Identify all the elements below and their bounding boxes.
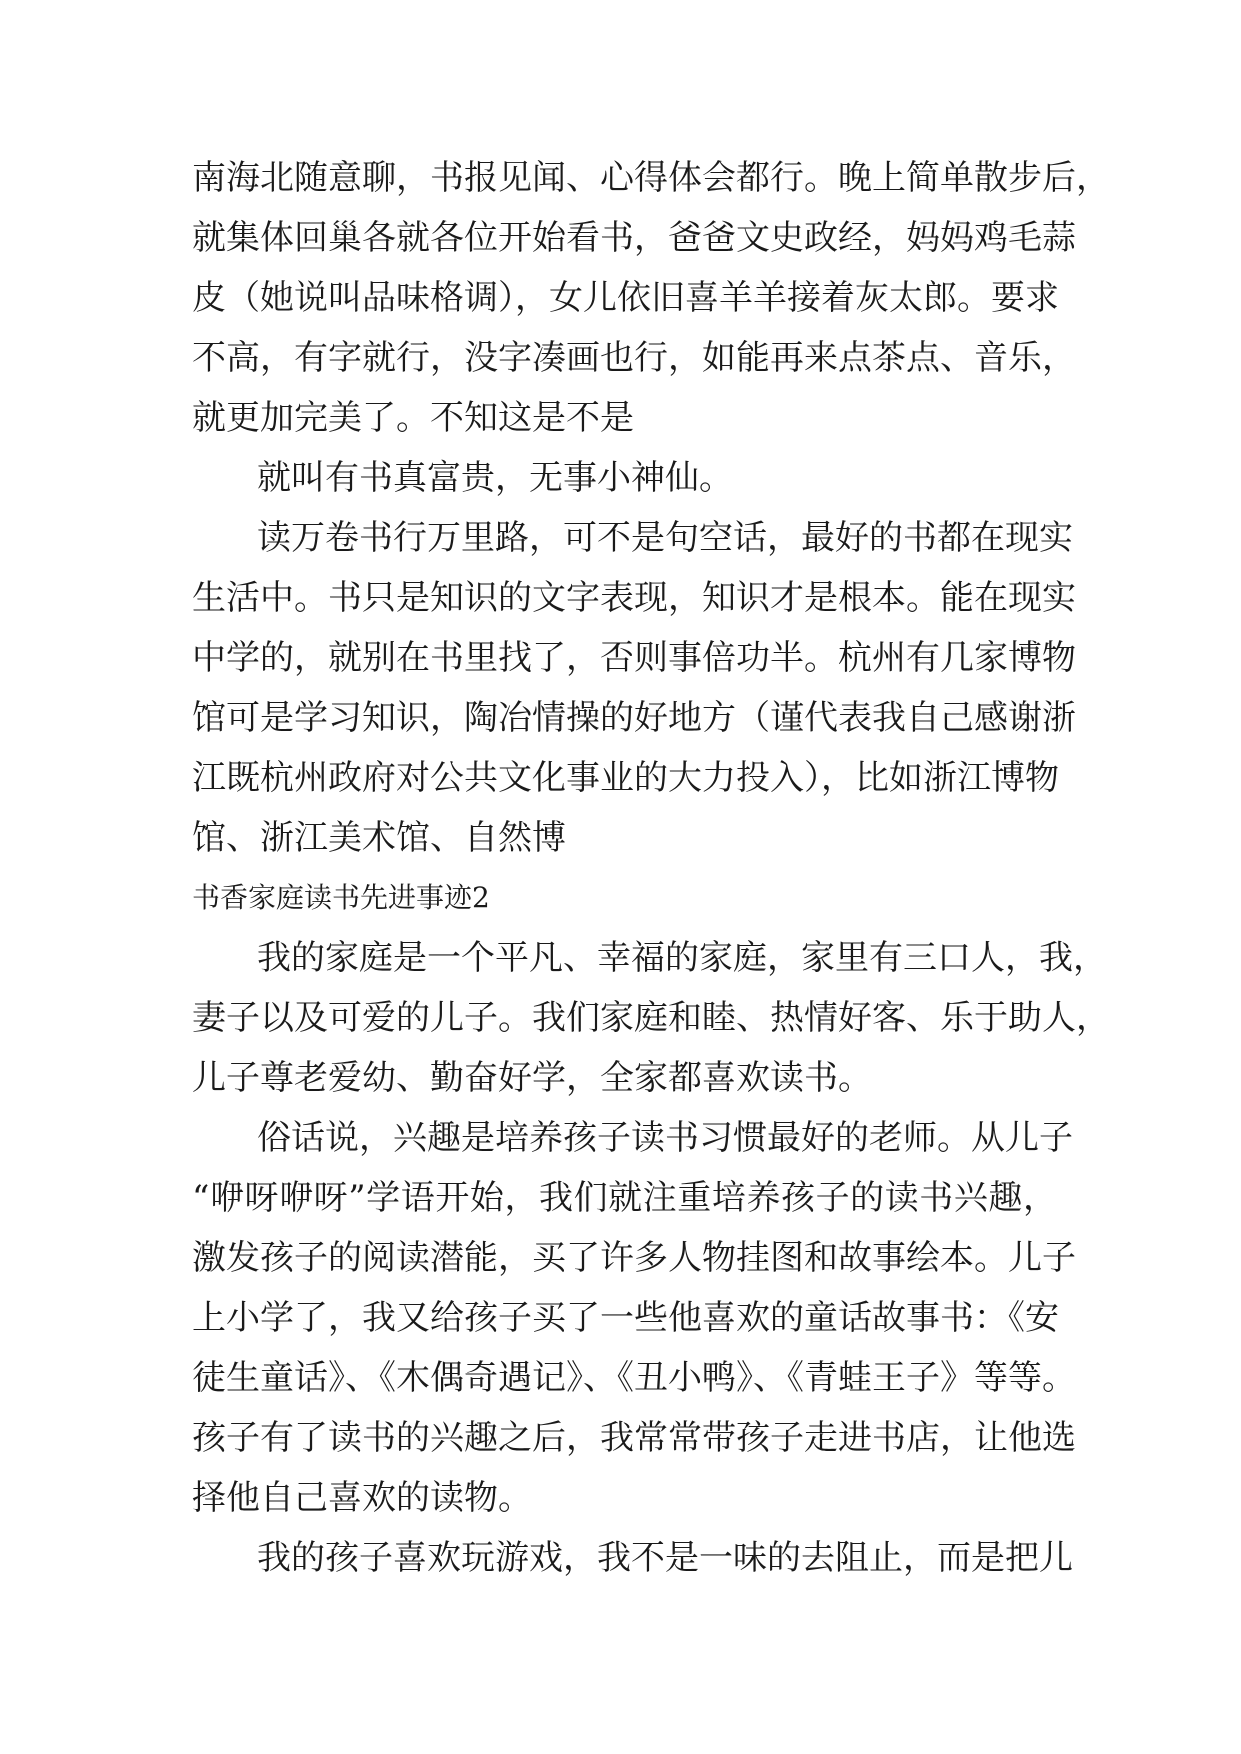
paragraph: [192, 508, 1076, 868]
text-line: 俗话说，兴趣是培养孩子读书习惯最好的老师。从儿子: [257, 1118, 1073, 1158]
paragraph: [192, 928, 1110, 1108]
text-line: 我的孩子喜欢玩游戏，我不是一味的去阻止，而是把儿: [257, 1538, 1073, 1578]
paragraph: [192, 1528, 1073, 1588]
paragraph: [192, 148, 1110, 448]
text-line: 南海北随意聊，书报见闻、心得体会都行。晚上简单散步后，: [192, 158, 1110, 198]
text-line: 皮（她说叫品味格调），女儿依旧喜羊羊接着灰太郎。要求: [192, 278, 1059, 318]
text-line: 激发孩子的阅读潜能，买了许多人物挂图和故事绘本。儿子: [192, 1238, 1076, 1278]
text-line: 不高，有字就行，没字凑画也行，如能再来点茶点、音乐，: [192, 338, 1076, 378]
text-line: 中学的，就别在书里找了，否则事倍功半。杭州有几家博物: [192, 638, 1076, 678]
paragraph: [192, 448, 1057, 508]
document-page: [192, 148, 1110, 1588]
text-line: 妻子以及可爱的儿子。我们家庭和睦、热情好客、乐于助人，: [192, 998, 1110, 1038]
text-line: 读万卷书行万里路，可不是句空话，最好的书都在现实: [257, 518, 1073, 558]
text-line: 择他自己喜欢的读物。: [192, 1478, 532, 1518]
text-line: 生活中。书只是知识的文字表现，知识才是根本。能在现实: [192, 578, 1076, 618]
text-line: 馆可是学习知识，陶冶情操的好地方（谨代表我自己感谢浙: [192, 698, 1076, 738]
section-heading: 书香家庭读书先进事迹2: [192, 881, 490, 914]
text-line: 徒生童话》、《木偶奇遇记》、《丑小鸭》、《青蛙王子》等等。: [192, 1358, 1076, 1398]
text-line: 上小学了，我又给孩子买了一些他喜欢的童话故事书：《安: [192, 1298, 1059, 1338]
paragraph: [192, 1108, 1076, 1528]
text-line: 孩子有了读书的兴趣之后，我常常带孩子走进书店，让他选: [192, 1418, 1076, 1458]
text-line: 就集体回巢各就各位开始看书，爸爸文史政经，妈妈鸡毛蒜: [192, 218, 1076, 258]
text-line: 我的家庭是一个平凡、幸福的家庭，家里有三口人，我，: [257, 938, 1107, 978]
text-line: 馆、浙江美术馆、自然博: [192, 818, 566, 858]
text-line: 就叫有书真富贵，无事小神仙。: [257, 458, 733, 498]
text-line: “咿呀咿呀”学语开始，我们就注重培养孩子的读书兴趣，: [192, 1178, 1057, 1218]
text-line: 儿子尊老爱幼、勤奋好学，全家都喜欢读书。: [192, 1058, 872, 1098]
text-line: 江既杭州政府对公共文化事业的大力投入），比如浙江博物: [192, 758, 1059, 798]
text-line: 就更加完美了。不知这是不是: [192, 398, 634, 438]
